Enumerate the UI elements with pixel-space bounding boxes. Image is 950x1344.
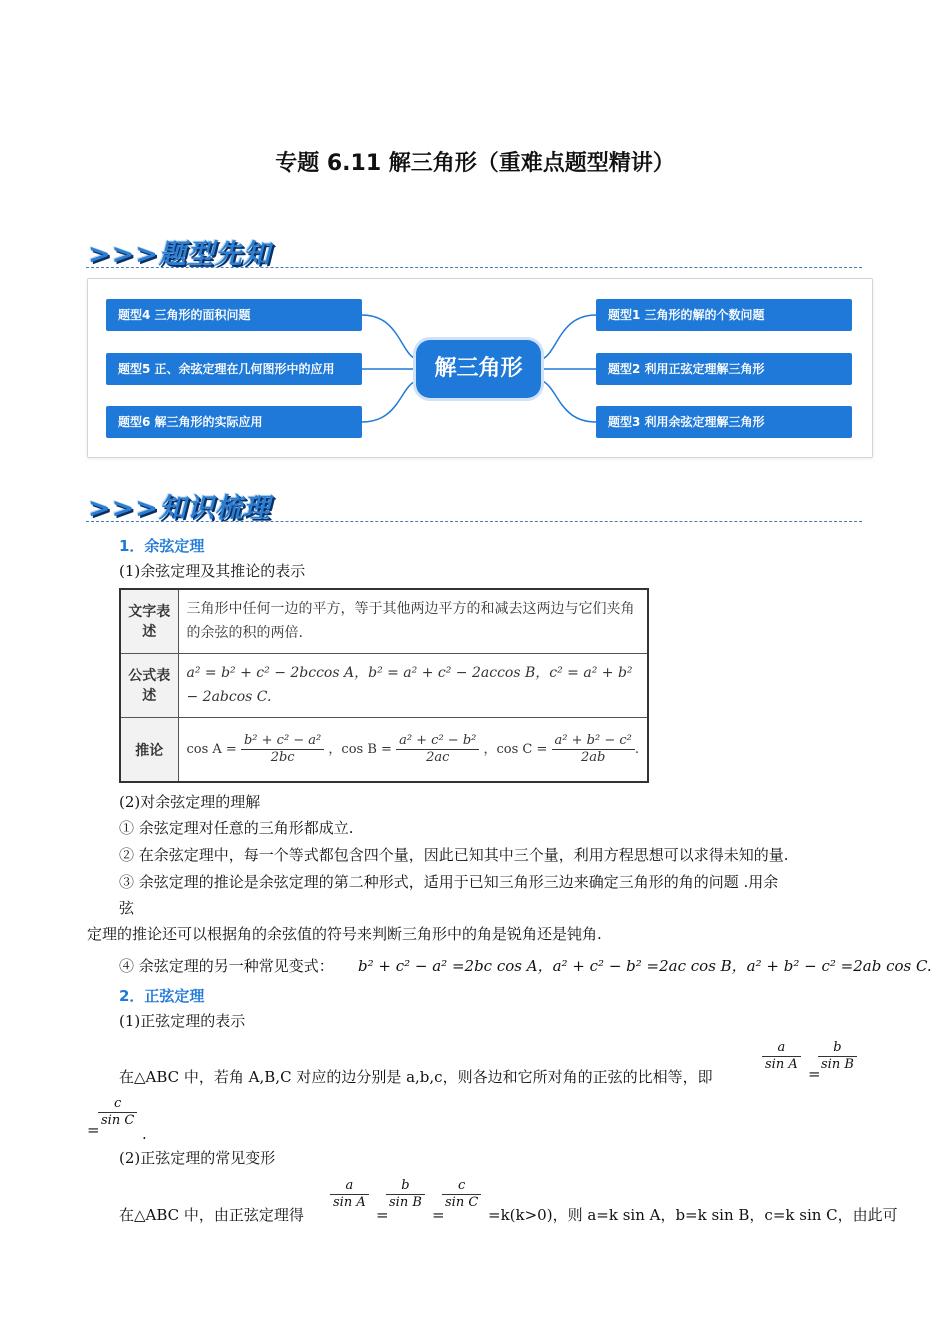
subheading: (2)正弦定理的常见变形 <box>119 1149 276 1167</box>
paragraph: ② 在余弦定理中，每一个等式都包含四个量，因此已知其中三个量，利用方程思想可以求得未知的量. <box>119 846 789 864</box>
fraction-a-sinA: $\frac{a}{\text{sin A}}$ <box>330 1178 369 1211</box>
paragraph-label: ④ 余弦定理的另一种常见变式： <box>119 957 334 975</box>
mindmap-node-type2: 题型2 利用正弦定理解三角形 <box>596 353 852 385</box>
cos-a-label: cos A = <box>186 742 237 758</box>
section-heading-sine-law: 2．正弦定理 <box>119 987 205 1005</box>
subheading: (1)余弦定理及其推论的表示 <box>119 562 306 580</box>
table-cell-corollary: cos A = $\frac{\text{b² + c² − a²}}{2bc}$ ，cos B = $\frac{\text{a² + c² − b²}}{2ac}$ ，cos C = $\frac{\text{a² + b² − c²}}{2ab}$ . <box>178 718 648 782</box>
subheading: (1)正弦定理的表示 <box>119 1012 246 1030</box>
paragraph: ③ 余弦定理的推论是余弦定理的第二种形式，适用于已知三角形三边来确定三角形的角的问题 .用余 <box>119 873 779 891</box>
table-label-corollary: 推论 <box>120 718 178 782</box>
cosine-variant-formula: b² + c² − a² =2bc cos A，a² + c² − b² =2ac cos B，a² + b² − c² =2ab cos C. <box>358 957 932 975</box>
subheading: (2)对余弦定理的理解 <box>119 793 261 811</box>
page-title: 专题 6.11 解三角形（重难点题型精讲） <box>275 151 675 176</box>
paragraph: 弦 <box>119 899 135 917</box>
fraction-b-sinB: $\frac{b}{\text{sin B}}$ <box>386 1178 425 1211</box>
equals-sign: = <box>87 1121 100 1139</box>
section-heading-cosine-law: 1．余弦定理 <box>119 537 205 555</box>
equals-sign: = <box>376 1206 389 1224</box>
mindmap-node-type1: 题型1 三角形的解的个数问题 <box>596 299 852 331</box>
cosine-law-table <box>119 588 649 783</box>
table-cell-text: 三角形中任何一边的平方，等于其他两边平方的和减去这两边与它们夹角的余弦的积的两倍. <box>178 589 648 653</box>
cos-c-fraction: $\frac{\text{a² + b² − c²}}{2ab}$ <box>552 733 635 766</box>
period: . <box>142 1125 147 1143</box>
banner-divider <box>86 521 862 522</box>
paragraph: =k(k>0)，则 a=k sin A，b=k sin B，c=k sin C，由此可 <box>488 1206 898 1224</box>
mindmap-node-type3: 题型3 利用余弦定理解三角形 <box>596 406 852 438</box>
cos-b-label: ，cos B = <box>328 742 392 758</box>
mindmap-center: 解三角形 <box>416 340 541 398</box>
banner-question-types: >>>题型先知 <box>88 239 271 270</box>
paragraph: 在△ABC 中，若角 A,B,C 对应的边分别是 a,b,c，则各边和它所对角的正弦的比相等，即 <box>119 1068 713 1086</box>
fraction-c-sinC: $\frac{c}{\text{sin C}}$ <box>442 1178 481 1211</box>
equals-sign: = <box>808 1065 821 1083</box>
table-cell-formula: a² = b² + c² − 2bccos A，b² = a² + c² − 2accos B，c² = a² + b² − 2abcos C. <box>178 653 648 717</box>
cos-b-fraction: $\frac{\text{a² + c² − b²}}{2ac}$ <box>396 733 479 766</box>
paragraph: 定理的推论还可以根据角的余弦值的符号来判断三角形中的角是锐角还是钝角. <box>87 925 602 943</box>
paragraph: ① 余弦定理对任意的三角形都成立. <box>119 819 354 837</box>
paragraph: 在△ABC 中，由正弦定理得 <box>119 1206 304 1224</box>
cos-c-label: ，cos C = <box>483 742 548 758</box>
cos-a-fraction: $\frac{\text{b² + c² − a²}}{2bc}$ <box>241 733 324 766</box>
table-label-text: 文字表述 <box>120 589 178 653</box>
fraction-b-sinB: $\frac{b}{\text{sin B}}$ <box>818 1040 857 1073</box>
mindmap-node-type5: 题型5 正、余弦定理在几何图形中的应用 <box>106 353 362 385</box>
banner-knowledge: >>>知识梳理 <box>88 493 271 524</box>
mindmap-node-type4: 题型4 三角形的面积问题 <box>106 299 362 331</box>
fraction-a-sinA: $\frac{a}{\text{sin A}}$ <box>762 1040 801 1073</box>
mindmap-connectors <box>0 0 950 470</box>
equals-sign: = <box>432 1206 445 1224</box>
mindmap-node-type6: 题型6 解三角形的实际应用 <box>106 406 362 438</box>
table-label-formula: 公式表述 <box>120 653 178 717</box>
fraction-c-sinC: $\frac{c}{\text{sin C}}$ <box>98 1096 137 1129</box>
